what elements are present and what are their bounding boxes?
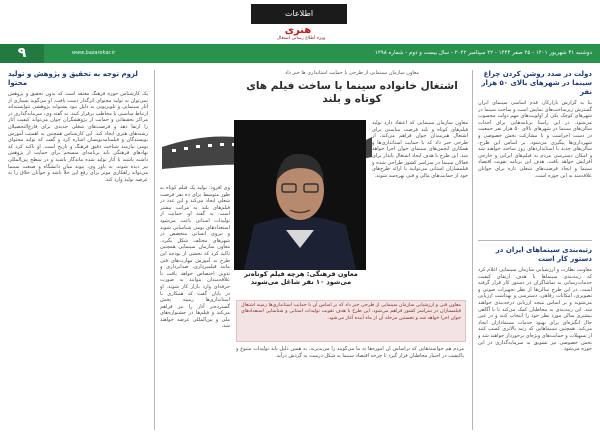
right-body-2: معاونت نظارت و ارزشیابی سازمان سینمایی اعلام کرد که رتبه‌بندی سینماها با هدف ارتقای کیفیت خدمات‌رسانی به تماشاگران در دستور کار قرار گرفته است. در این طرح سالن‌ها از نظر تجهیزات صوتی و تصویری، امکانات رفاهی، دسترسی و بهداشت ارزیابی می‌شوند و بر اساس نتیجه ارزیابی درجه‌بندی خواهند شد. این رتبه‌بندی به مخاطبان کمک می‌کند تا با آگاهی بیشتری سالن مورد نظر خود را انتخاب کنند و در عین حال انگیزه‌ای برای بهبود خدمات سینماداران ایجاد می‌کند. همچنین سینماهایی که رتبه بالاتری کسب کنند از تسهیلات و حمایت‌های ویژه‌ای برخوردار خواهند شد و بخش خصوصی نیز تشویق به سرمایه‌گذاری در این حوزه می‌شود.	[478, 267, 592, 353]
section-title: هنری	[284, 25, 312, 36]
left-body: یک کارشناس حوزه فرهنگ معتقد است که بدون تحقیق و پژوهش نمی‌توان به تولید محتوای اثرگذار دست یافت. او می‌گوید بسیاری از آثار سینمایی و تلویزیونی به دلیل نبود پشتوانه پژوهشی نتوانسته‌اند ارتباط مناسبی با مخاطب برقرار کنند. به گفته وی، سرمایه‌گذاری در مراکز تحقیقاتی و حمایت از پژوهشگران جوان می‌تواند کیفیت آثار را ارتقا دهد و فرصت‌های شغلی جدیدی برای فارغ‌التحصیلان رشته‌های هنری ایجاد کند. این کارشناس همچنین به اهمیت آموزش نویسندگان و فیلمنامه‌نویسان اشاره کرد و گفت که تولید محتوای بومی نیازمند شناخت دقیق فرهنگ و تاریخ است. او تاکید کرد که نهادهای فرهنگی باید برنامه‌ای منسجم برای حمایت از پژوهش داشته باشند تا آثار تولید شده ماندگار باشند و در سطح بین‌المللی نیز دیده شوند. به باور وی، پیوند میان دانشگاه و صنعت سینما می‌تواند راهکاری موثر برای رفع این خلأ باشد و جوانان خلاق را به عرصه تولید وارد کند.	[8, 91, 148, 183]
issue-date-line: دوشنبه ۳۱ شهریور ۱۴۰۱ - ۲۵ صفر ۱۴۴۴ - ۲۲ سپتامبر ۲۰۲۲ - سال بیست و دوم - شماره ۱۲۹۸	[374, 50, 592, 56]
right-body: بنا به گزارش بازارکار، قدم اساسی سینمای ایران گسترش زیرساخت‌های نمایش است و ساخت سینما در شهرهای کوچک یکی از اولویت‌های مهم دولت محسوب می‌شود. در این راستا برنامه‌هایی برای احداث سالن‌های سینما در شهرهای بالای ۵۰ هزار نفر جمعیت در دست اجراست و با مشارکت بخش خصوصی و شهرداری‌ها پیگیری می‌شود. بر اساس این طرح، سالن‌های جدید با استانداردهای روز ساخته خواهند شد و امکان دسترسی مردم به فیلم‌های ایرانی و خارجی افزایش خواهد یافت. هدف این برنامه تقویت اقتصاد سینما و ایجاد فرصت‌های شغلی تازه برای جوانان علاقه‌مند به این حوزه است.	[478, 100, 592, 179]
feature-body-column	[160, 185, 230, 425]
column-rule	[472, 70, 473, 430]
feature-bottom-column	[236, 346, 464, 426]
right-headline: دولت در صدد روشن کردن چراغ سینما در شهرهای بالای ۵۰ هزار نفر	[481, 70, 592, 96]
column-rule	[154, 70, 155, 430]
pull-quote	[236, 270, 366, 286]
quote-text: معاون فرهنگی: هرچه فیلم کوتاه‌تر می‌شود ۱۰ نفر شاغل می‌شوند	[244, 270, 358, 286]
right-column	[478, 70, 592, 412]
divider	[478, 240, 592, 241]
site-tagline: ویژه اطلاع رسانی اشتغال	[276, 36, 326, 41]
caption-box	[236, 300, 466, 342]
feature-intro: معاون سازمان سینمایی که اعتقاد دارد تولید فیلم‌های کوتاه و بلند فرصت مناسبی برای اشتغال هنرمندان جوان فراهم می‌کند، از طرحی خبر داد که با حمایت استانداری‌ها و همکاری انجمن‌های سینمای جوان اجرا خواهد شد. این طرح با هدف ایجاد اشتغال پایدار برای فعالان سینما در سراسر کشور طراحی شده و فیلمسازان استانی می‌توانند با ارائه طرح‌های خود از حمایت‌های مالی و فنی بهره‌مند شوند.	[372, 120, 468, 179]
portrait-photo	[234, 120, 366, 270]
right-headline-2: رتبه‌بندی سینماهای ایران در دستور کار است	[495, 246, 592, 263]
feature-intro-column	[372, 120, 468, 290]
left-headline: لزوم توجه به تحقیق و پژوهش و تولید محتوا	[8, 70, 138, 87]
feature-bottom-text: مردم هم خواسته‌هایی که براساس آن آموزه‌ها به ما می‌گویند را می‌پذیرند. به همین دلیل باید تولیدات متنوع و باکیفیت در اختیار مخاطبان قرار گیرد تا چرخه اقتصاد سینما به شکل درست به گردش درآید.	[236, 346, 464, 359]
feature-title: اشتغال خانواده سینما با ساخت فیلم های کوتاه و بلند	[246, 80, 458, 105]
page-number: ۹	[0, 44, 44, 63]
feature-body: وی افزود: تولید یک فیلم کوتاه به طور متوسط برای ده نفر فرصت شغلی ایجاد می‌کند و این عدد در فیلم‌های بلند به مراتب بیشتر است. به گفته او، حمایت از تولیدات استانی باعث می‌شود استعدادهای بومی شناسایی شوند و نیروی انسانی متخصص در شهرهای مختلف شکل بگیرد. معاون سازمان سینمایی همچنین تاکید کرد که بخشی از بودجه این طرح به آموزش مهارت‌های فنی مانند فیلمبرداری، صدابرداری و تدوین اختصاص خواهد یافت تا علاقه‌مندان بتوانند به صورت حرفه‌ای وارد بازار کار شوند. او در پایان گفت که همکاری با استانداری‌ها زمینه پخش گسترده‌تر آثار را نیز فراهم می‌کند و فیلم‌ها در جشنواره‌های ملی و بین‌المللی عرضه خواهند شد.	[160, 185, 230, 330]
site-url[interactable]: www.bazarekar.ir	[72, 50, 116, 56]
left-column	[8, 70, 148, 426]
caption-text: معاون فنی و ارزشیابی سازمان سینمایی از طرحی خبر داد که بر اساس آن با حمایت استانداری‌ها زمینه اشتغال فیلمسازان در سراسر کشور فراهم می‌شود. این طرح با هدف تقویت تولیدات استانی و شناسایی استعدادهای جوان اجرا خواهد شد و نخستین مرحله آن از ماه آینده آغاز می‌شود.	[241, 303, 461, 321]
feature-kicker: معاون سازمان سینمایی از طرحی با حمایت استانداری ها خبر داد	[284, 70, 419, 76]
newspaper-logo: اطلاعات	[251, 4, 347, 24]
